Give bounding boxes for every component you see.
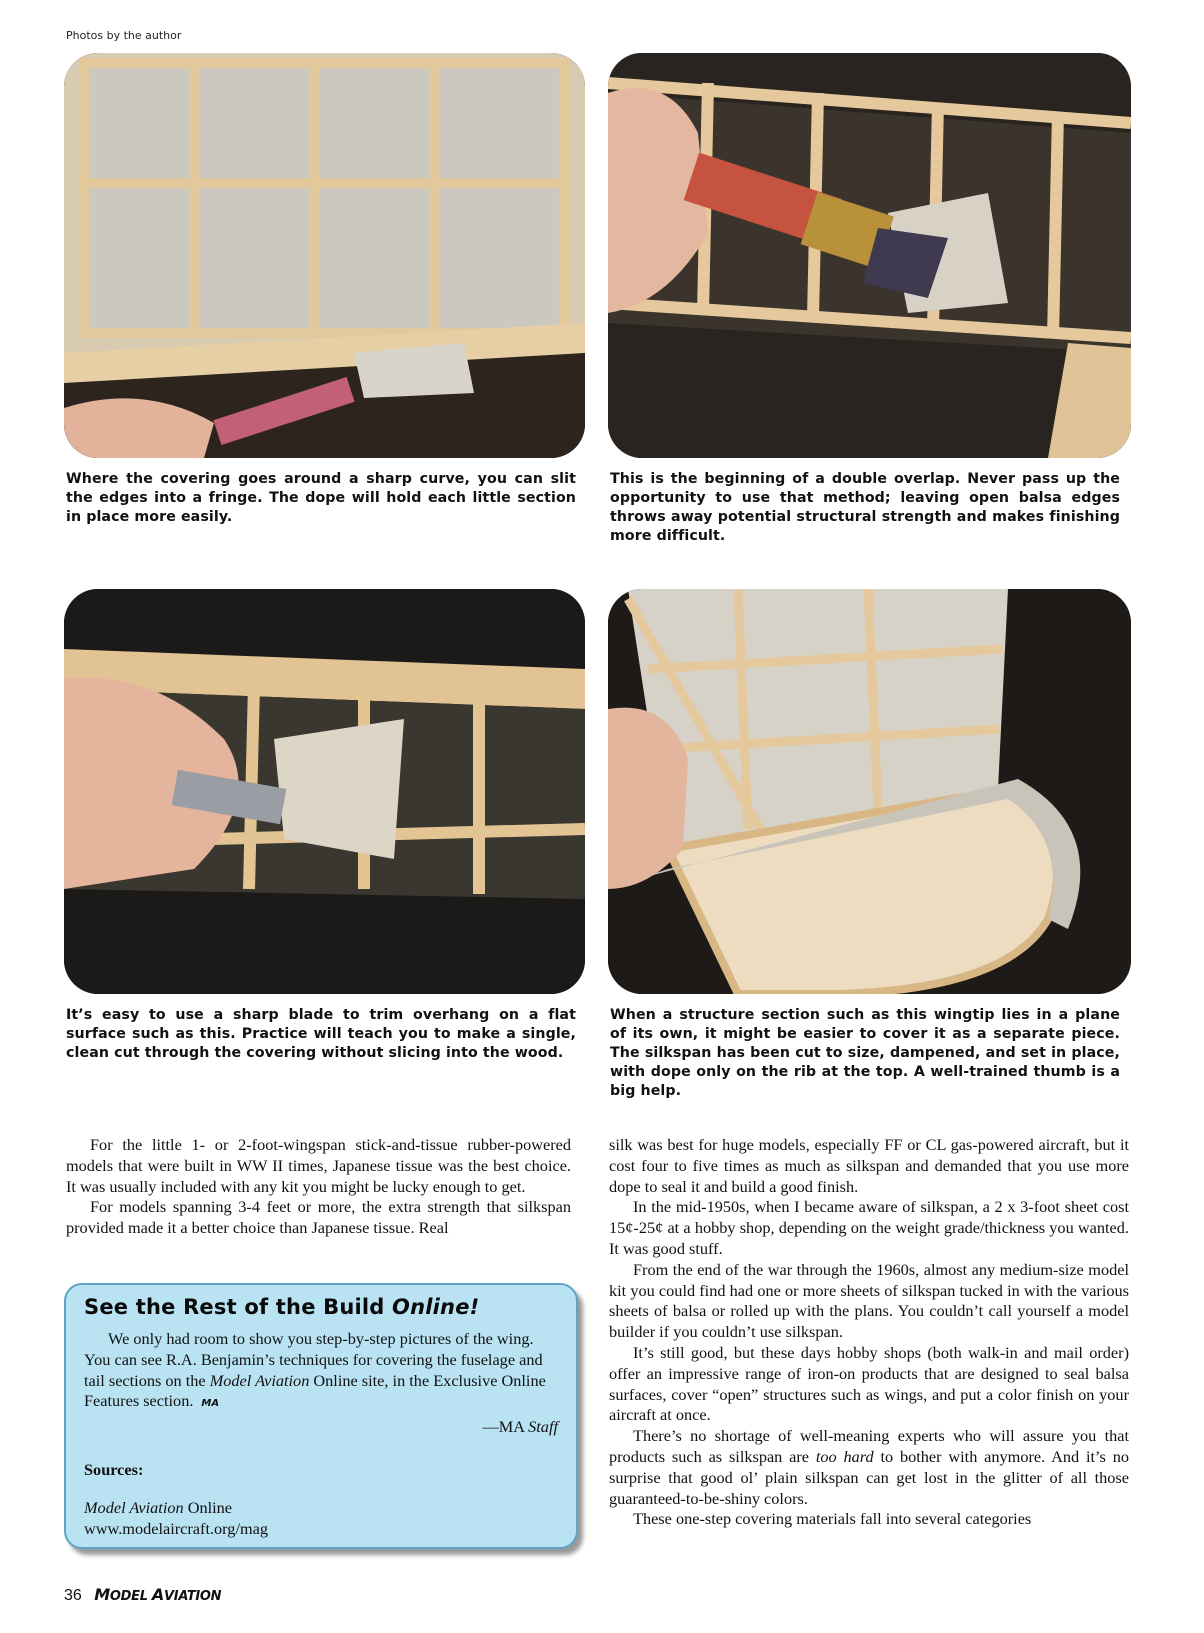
sidebar-title: See the Rest of the Build Online! (84, 1295, 480, 1319)
right-paragraph-3: From the end of the war through the 1960s, almost any medium-size model kit you could find had one or more sheets of silkspan tucked in with the various sheets of balsa or rolled up with the plans. You couldn’t call yourself a model builder if you couldn’t use silkspan. (609, 1259, 1129, 1342)
article-left-column (66, 1135, 571, 1239)
photo-wing-fringe-cut (64, 53, 585, 458)
article-right-column (609, 1135, 1129, 1530)
caption-blade-trim: It’s easy to use a sharp blade to trim overhang on a flat surface such as this. Practice will teach you to make a single, clean cut through the covering without slicing into the wood. (66, 1007, 576, 1061)
left-paragraph-1: For the little 1- or 2-foot-wingspan stick-and-tissue rubber-powered models that were built in WW II times, Japanese tissue was the best choice. It was usually included with any kit you might be lucky enough to get. (66, 1135, 571, 1196)
right-paragraph-1: silk was best for huge models, especially FF or CL gas-powered aircraft, but it cost four to five times as much as silkspan and demanded that you use more dope to seal it and build a good finish. (609, 1135, 1129, 1196)
source-model-aviation-online: Model Aviation Online (84, 1497, 233, 1517)
magazine-name: MODEL AVIATION (94, 1585, 222, 1604)
right-paragraph-2: In the mid-1950s, when I became aware of silkspan, a 2 x 3-foot sheet cost 15¢-25¢ at a hobby shop, depending on the weight grade/thickness you wanted. It was good stuff. (609, 1197, 1129, 1258)
caption-double-overlap: This is the beginning of a double overlap. Never pass up the opportunity to use that method; leaving open balsa edges throws away potential structural strength and makes finishing more difficult. (610, 471, 1120, 544)
photo-double-overlap (608, 53, 1131, 458)
right-paragraph-5: There’s no shortage of well-meaning experts who will assure you that products such as silkspan are too hard to bother with anymore. And it’s no surprise that good ol’ plain silkspan can get lost in the glitter of all those guaranteed-to-be-shiny colors. (609, 1426, 1130, 1508)
sources-label: Sources: (84, 1459, 144, 1479)
right-paragraph-4: It’s still good, but these days hobby shops (both walk-in and mail order) offer an impressive range of iron-on products that are designed to seal balsa surfaces, cover “open” structures such as wings, and put a color finish on your aircraft at once. (609, 1342, 1129, 1425)
right-paragraph-6: These one-step covering materials fall into several categories (633, 1509, 1032, 1529)
sidebar-body: We only had room to show you step-by-step pictures of the wing. You can see R.A. Benjamin’s techniques for covering the fuselage and tail sections on the Model Aviation Online site, in the Exclusive Online Features section. MA (84, 1329, 546, 1411)
left-paragraph-2: For models spanning 3-4 feet or more, the extra strength that silkspan provided made it a better choice than Japanese tissue. Real (66, 1197, 571, 1238)
sidebar-signature: —MA Staff (482, 1417, 558, 1437)
photo-wingtip-cover (608, 589, 1131, 994)
caption-wingtip: When a structure section such as this wingtip lies in a plane of its own, it might be easier to cover it as a separate piece. The silkspan has been cut to size, dampened, and set in place, with dope only on the rib at the top. A well-trained thumb is a big help. (610, 1007, 1120, 1099)
photo-blade-trim (64, 589, 585, 994)
page-footer (64, 1585, 221, 1605)
page-number: 36 (64, 1587, 82, 1604)
online-sidebar-box (64, 1283, 578, 1549)
source-url-link[interactable]: www.modelaircraft.org/mag (84, 1518, 269, 1538)
caption-fringe: Where the covering goes around a sharp curve, you can slit the edges into a fringe. The dope will hold each little section in place more easily. (66, 471, 576, 525)
ma-end-mark: MA (201, 1398, 220, 1410)
photo-credit: Photos by the author (66, 29, 182, 42)
